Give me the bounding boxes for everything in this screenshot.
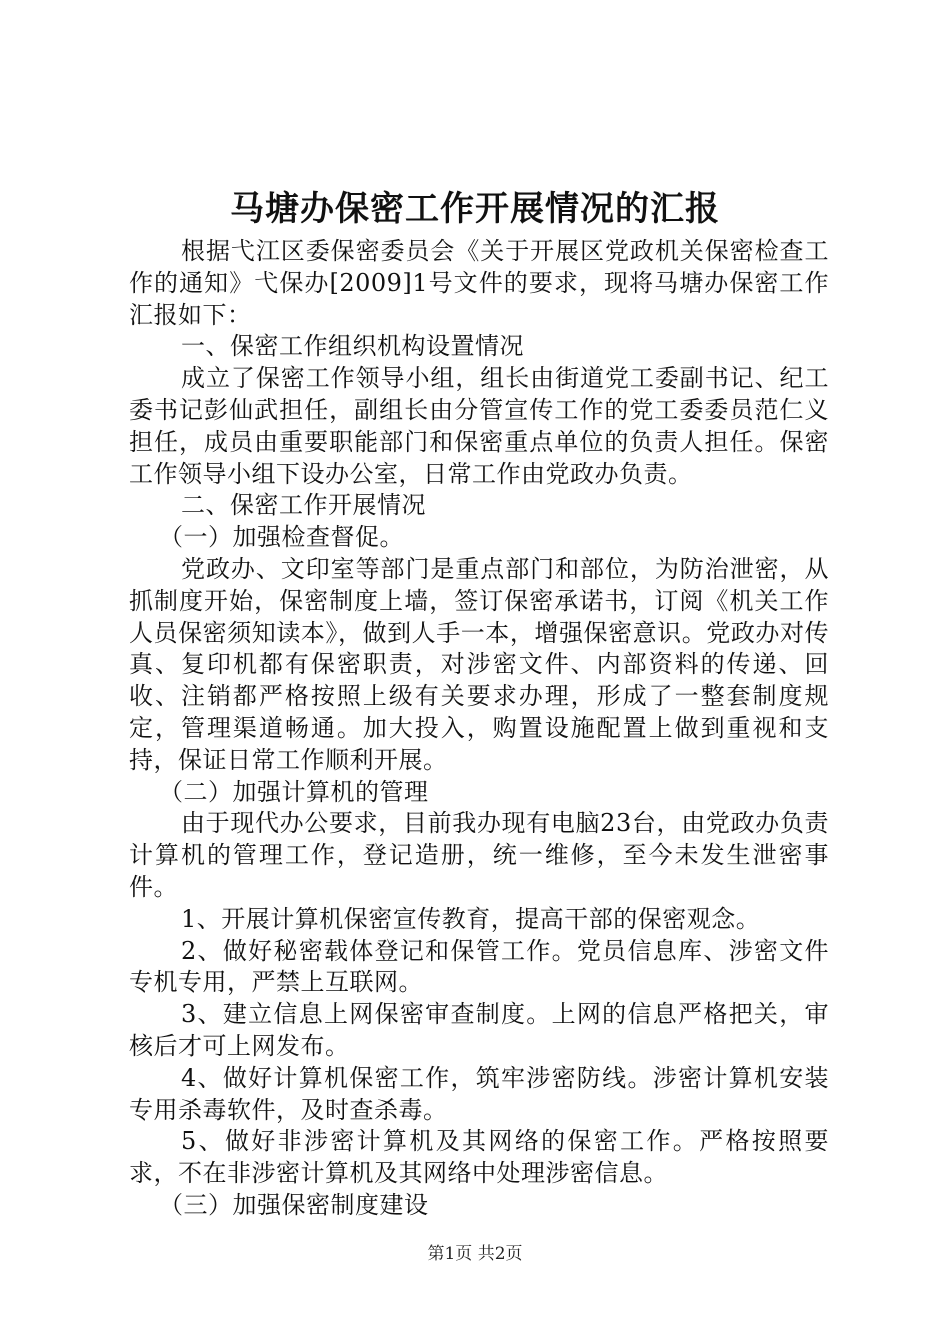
list-item-4: 4、做好计算机保密工作，筑牢涉密防线。涉密计算机安装专用杀毒软件，及时查杀毒。 — [129, 1063, 829, 1124]
paragraph-computer: 由于现代办公要求，目前我办现有电脑23台，由党政办负责计算机的管理工作，登记造册，统一维修，至今未发生泄密事件。 — [129, 809, 829, 901]
page-total: 共2页 — [477, 1244, 523, 1264]
paragraph-organization: 成立了保密工作领导小组，组长由街道党工委副书记、纪工委书记彭仙武担任，副组长由分管宣传工作的党工委委员范仁义担任，成员由重要职能部门和保密重点单位的负责人担任。保密工作领导小组下设办公室，日常工作由党政办负责。 — [129, 364, 829, 488]
list-item-3: 3、建立信息上网保密审查制度。上网的信息严格把关，审核后才可上网发布。 — [129, 1000, 829, 1060]
section-heading-1: 一、保密工作组织机构设置情况 — [181, 332, 524, 361]
page-number: 第1页 — [427, 1244, 473, 1264]
subheading-computer: （二）加强计算机的管理 — [159, 777, 429, 806]
list-item-2: 2、做好秘密载体登记和保管工作。党员信息库、涉密文件专机专用，严禁上互联网。 — [129, 936, 829, 997]
document-title: 马塘办保密工作开展情况的汇报 — [230, 189, 720, 229]
document-body — [129, 236, 829, 1222]
page-footer — [0, 1242, 950, 1266]
list-item-1: 1、开展计算机保密宣传教育，提高干部的保密观念。 — [181, 904, 761, 933]
list-item-5: 5、做好非涉密计算机及其网络的保密工作。严格按照要求，不在非涉密计算机及其网络中处理涉密信息。 — [129, 1127, 829, 1188]
subheading-inspection: （一）加强检查督促。 — [159, 523, 404, 552]
subheading-system: （三）加强保密制度建设 — [159, 1190, 429, 1219]
section-heading-2: 二、保密工作开展情况 — [181, 491, 426, 520]
paragraph-inspection: 党政办、文印室等部门是重点部门和部位，为防治泄密，从抓制度开始，保密制度上墙，签订保密承诺书，订阅《机关工作人员保密须知读本》，做到人手一本，增强保密意识。党政办对传真、复印机都有保密职责，对涉密文件、内部资料的传递、回收、注销都严格按照上级有关要求办理，形成了一整套制度规定，管理渠道畅通。加大投入，购置设施配置上做到重视和支持，保证日常工作顺利开展。 — [129, 554, 829, 774]
intro-paragraph: 根据弋江区委保密委员会《关于开展区党政机关保密检查工作的通知》弋保办[2009]1号文件的要求，现将马塘办保密工作汇报如下： — [129, 237, 829, 329]
